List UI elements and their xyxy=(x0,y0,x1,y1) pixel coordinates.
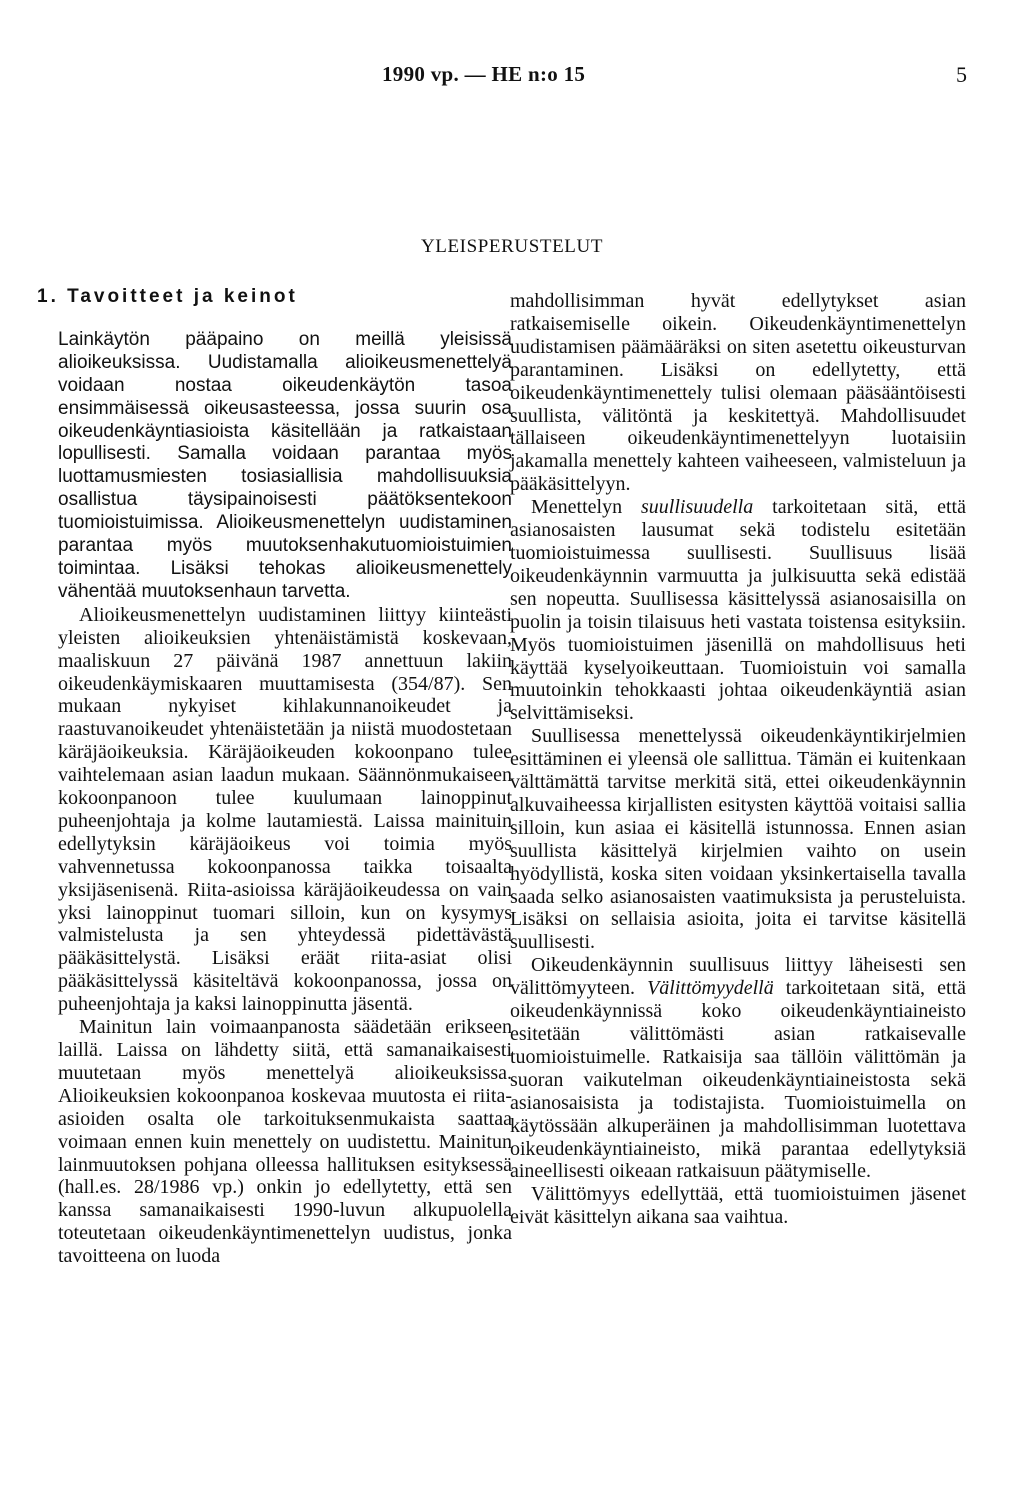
paragraph: Välittömyys edellyttää, että tuomioistuimen jäsenet eivät käsittelyn aikana saa vaihtua. xyxy=(510,1183,966,1229)
header-title: 1990 vp. — HE n:o 15 xyxy=(382,62,586,86)
paragraph: Alioikeusmenettelyn uudistaminen liittyy kiinteästi yleisten alioikeuksien yhtenäistämistä koskevaan, maaliskuun 27 päivänä 1987 annettuun lakiin oikeudenkäymiskaaren muuttamisesta (354/87). Sen mukaan nykyiset kihlakunnanoikeudet ja raastuvanoikeudet yhtenäistetään ja niistä muodostetaan käräjäoikeuksia. Käräjäoikeuden kokoonpano tulee vaihtelemaan asian laadun mukaan. Säännönmukaiseen kokoonpanoon tulee kuulumaan lainoppinut puheenjohtaja ja kolme lautamiestä. Laissa mainituin edellytyksin käräjäoikeus voi toimia myös vahvennetussa kokoonpanossa taikka toisaalta yksijäsenisenä. Riita-asioissa käräjäoikeudessa on vain yksi lainoppinut tuomari silloin, kun on kysymys valmistelusta ja sen yhteydessä pidettävästä pääkäsittelystä. Lisäksi eräät riita-asiat olisi pääkäsittelyssä käsiteltävä kokoonpanossa, jossa on puheenjohtaja ja kaksi lainoppinutta jäsentä. xyxy=(58,603,512,1016)
text-run: tarkoitetaan sitä, että oikeudenkäynnissä koko oikeudenkäyntiaineisto esitetään välittömästi asian ratkaisevalle tuomioistuimelle. Ratkaisija saa tällöin välittömän ja suoran vaikutelman oikeudenkäyntiaineistosta sekä asianosaisista ja todistajista. Tuomioistuimella on käytössään alkuperäinen ja mahdollisimman luotettava oikeudenkäyntiaineisto, mikä parantaa edellytyksiä aineellisesti oikeaan ratkaisuun päätymiselle. xyxy=(510,977,966,1183)
text-run: Menettelyn xyxy=(531,496,641,519)
text-run: tarkoitetaan sitä, että asianosaisten lausumat sekä todistelu esitetään tuomioistuimessa suullisesti. Suullisuus lisää oikeudenkäynnin varmuutta ja julkisuutta sekä edistää sen nopeutta. Suullisessa käsittelyssä asianosaisilla on puolin ja toisin tilaisuus heti vastata toistensa esityksiin. Myös tuomioistuimen jäsenillä on mahdollisuus heti käyttää kyselyoikeuttaan. Tuomioistuin voi samalla muutoinkin tehokkaasti johtaa oikeudenkäyntiä asian selvittämiseksi. xyxy=(510,496,966,725)
section-heading: 1. Tavoitteet ja keinot xyxy=(37,286,298,307)
text-run: Oikeudenkäynnin suullisuus liittyy läheisesti sen välittömyyteen. xyxy=(510,954,966,1000)
emphasis-term: suullisuudella xyxy=(641,496,754,519)
paragraph: Lainkäytön pääpaino on meillä yleisissä alioikeuksissa. Uudistamalla alioikeusmenettelyä voidaan nostaa oikeudenkäytön tasoa ensimmäisessä oikeusasteessa, jossa suurin osa oikeudenkäyntiasioista käsitellään ja ratkaistaan lopullisesti. Samalla voidaan parantaa myös luottamusmiesten tosiasiallisia mahdollisuuksia osallistua täysipainoisesti päätöksentekoon tuomioistuimissa. Alioikeusmenettelyn uudistaminen parantaa myös muutoksenhakutuomioistuimien toimintaa. Lisäksi tehokas alioikeusmenettely vähentää muutoksenhaun tarvetta. xyxy=(58,328,512,602)
paragraph: Suullisessa menettelyssä oikeudenkäyntikirjelmien esittäminen ei yleensä ole sallittua. Tämän ei kuitenkaan välttämättä tarvitse merkitä sitä, ettei oikeudenkäynnin alkuvaiheessa kirjallisten esitysten käyttöä voitaisi sallia silloin, kun asiaa ei käsitellä istunnossa. Ennen asian suullista käsittelyä kirjelmien vaihto on usein hyödyllistä, koska siten voidaan yksinkertaisella tavalla saada selko asianosaisten vaatimuksista ja perusteluista. Lisäksi on sellaisia asioita, joita ei tarvitse käsitellä suullisesti. xyxy=(510,725,966,954)
paragraph: mahdollisimman hyvät edellytykset asian ratkaisemiselle oikein. Oikeudenkäyntimenettelyn uudistamisen päämääräksi on siten asetettu oikeusturvan parantaminen. Lisäksi on edellytetty, että oikeudenkäyntimenettely tulisi olemaan pääsääntöisesti suullista, välitöntä ja keskitettyä. Mahdollisuudet tällaiseen oikeudenkäyntimenettelyyn luotaisiin jakamalla menettely kahteen vaiheeseen, valmisteluun ja pääkäsittelyyn. xyxy=(510,290,966,496)
paragraph: Mainitun lain voimaanpanosta säädetään erikseen laillä. Laissa on lähdetty siitä, että samanaikaisesti muutetaan myös menettelyä alioikeuksissa. Alioikeuksien kokoonpanoa koskevaa muutosta ei riita-asioiden osalta ole tarkoituksenmukaista saattaa voimaan ennen kuin menettely on uudistettu. Mainitun lainmuutoksen pohjana olleessa hallituksen esityksessä (hall.es. 28/1986 vp.) onkin jo edellytetty, että sen kanssa samanaikaisesti 1990-luvun alkupuolella toteutetaan oikeudenkäyntimenettelyn uudistus, jonka tavoitteena on luoda xyxy=(58,1016,512,1268)
paragraph xyxy=(510,954,966,1183)
paragraph xyxy=(510,496,966,725)
left-column xyxy=(37,286,512,1268)
page-number: 5 xyxy=(956,62,968,87)
right-column xyxy=(510,290,966,1229)
main-heading: YLEISPERUSTELUT xyxy=(420,236,604,257)
emphasis-term: Välittömyydellä xyxy=(647,977,774,1000)
